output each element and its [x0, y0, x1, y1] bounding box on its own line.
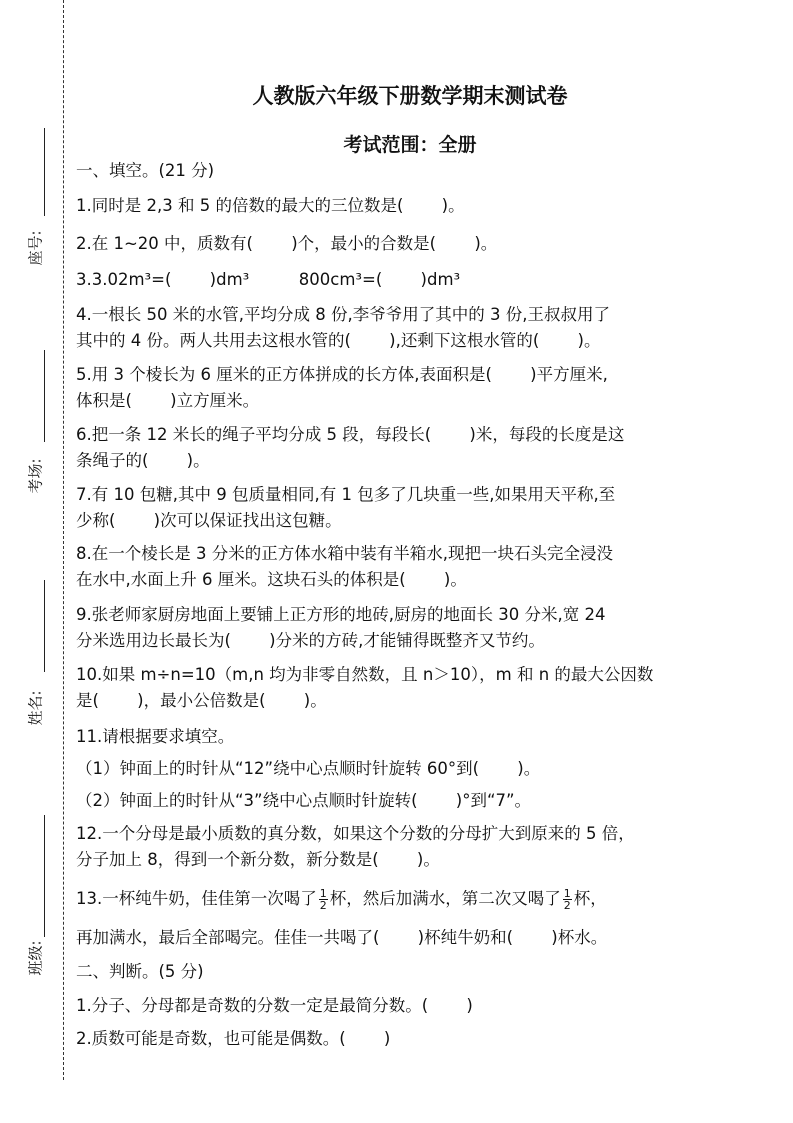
judgment-question-1: 1.分子、分母都是奇数的分数一定是最简分数。( )	[76, 996, 473, 1015]
question-6-line-2: 条绳子的( )。	[76, 451, 210, 470]
exam-room-line	[44, 350, 45, 442]
question-8-line-1: 8.在一个棱长是 3 分米的正方体水箱中装有半箱水,现把一块石头完全浸没	[76, 544, 613, 563]
section1-heading: 一、填空。(21 分)	[76, 161, 215, 180]
exam-room-label: 考场:	[26, 458, 45, 494]
seat-number-line	[44, 128, 45, 216]
class-line	[44, 815, 45, 937]
section2-heading: 二、判断。(5 分)	[76, 962, 204, 981]
question-8-line-2: 在水中,水面上升 6 厘米。这块石头的体积是( )。	[76, 570, 467, 589]
question-13-text-b: 杯，然后加满水，第二次又喝了	[329, 889, 561, 908]
question-10-line-1: 10.如果 m÷n=10（m,n 均为非零自然数，且 n＞10），m 和 n 的最大公因数	[76, 665, 654, 684]
question-2: 2.在 1~20 中，质数有( )个，最小的合数是( )。	[76, 234, 498, 253]
fraction-numerator: 1	[563, 887, 571, 900]
fraction-denominator: 2	[563, 899, 571, 912]
page-title: 人教版六年级下册数学期末测试卷	[252, 83, 568, 108]
question-5-line-1: 5.用 3 个棱长为 6 厘米的正方体拼成的长方体,表面积是( )平方厘米,	[76, 365, 608, 384]
fraction-one-half-b	[563, 888, 572, 911]
question-7-line-1: 7.有 10 包糖,其中 9 包质量相同,有 1 包多了几块重一些,如果用天平称,至	[76, 485, 616, 504]
question-1: 1.同时是 2,3 和 5 的倍数的最大的三位数是( )。	[76, 196, 465, 215]
judgment-question-2: 2.质数可能是奇数，也可能是偶数。( )	[76, 1029, 391, 1048]
name-label: 姓名:	[26, 690, 45, 726]
fraction-one-half-a	[319, 888, 328, 911]
question-10-line-2: 是( )，最小公倍数是( )。	[76, 691, 327, 710]
question-12-line-2: 分子加上 8，得到一个新分数，新分数是( )。	[76, 850, 440, 869]
question-7-line-2: 少称( )次可以保证找出这包糖。	[76, 511, 342, 530]
question-5-line-2: 体积是( )立方厘米。	[76, 391, 260, 410]
question-6-line-1: 6.把一条 12 米长的绳子平均分成 5 段，每段长( )米，每段的长度是这	[76, 425, 625, 444]
class-label: 班级:	[26, 940, 45, 976]
question-11: 11.请根据要求填空。	[76, 727, 235, 746]
question-13-line-2: 再加满水，最后全部喝完。佳佳一共喝了( )杯纯牛奶和( )杯水。	[76, 928, 608, 947]
question-3: 3.3.02m³=( )dm³ 800cm³=( )dm³	[76, 270, 461, 289]
binding-dashed-line	[63, 0, 64, 1080]
question-12-line-1: 12.一个分母是最小质数的真分数，如果这个分数的分母扩大到原来的 5 倍，	[76, 824, 635, 843]
question-9-line-2: 分米选用边长最长为( )分米的方砖,才能铺得既整齐又节约。	[76, 631, 545, 650]
question-11-sub-2: （2）钟面上的时针从“3”绕中心点顺时针旋转( )°到“7”。	[76, 791, 532, 810]
question-11-sub-1: （1）钟面上的时针从“12”绕中心点顺时针旋转 60°到( )。	[76, 759, 541, 778]
name-line	[44, 580, 45, 672]
seat-number-label: 座号:	[26, 230, 45, 266]
question-13-text-c: 杯，	[573, 889, 607, 908]
fraction-denominator: 2	[319, 899, 327, 912]
question-4-line-2: 其中的 4 份。两人共用去这根水管的( ),还剩下这根水管的( )。	[76, 331, 601, 350]
question-9-line-1: 9.张老师家厨房地面上要铺上正方形的地砖,厨房的地面长 30 分米,宽 24	[76, 605, 606, 624]
question-4-line-1: 4.一根长 50 米的水管,平均分成 8 份,李爷爷用了其中的 3 份,王叔叔用了	[76, 305, 610, 324]
question-13-line-1	[76, 888, 756, 911]
question-13-text-a: 13.一杯纯牛奶，佳佳第一次喝了	[76, 889, 317, 908]
fraction-numerator: 1	[319, 887, 327, 900]
page-subtitle: 考试范围：全册	[343, 134, 477, 156]
